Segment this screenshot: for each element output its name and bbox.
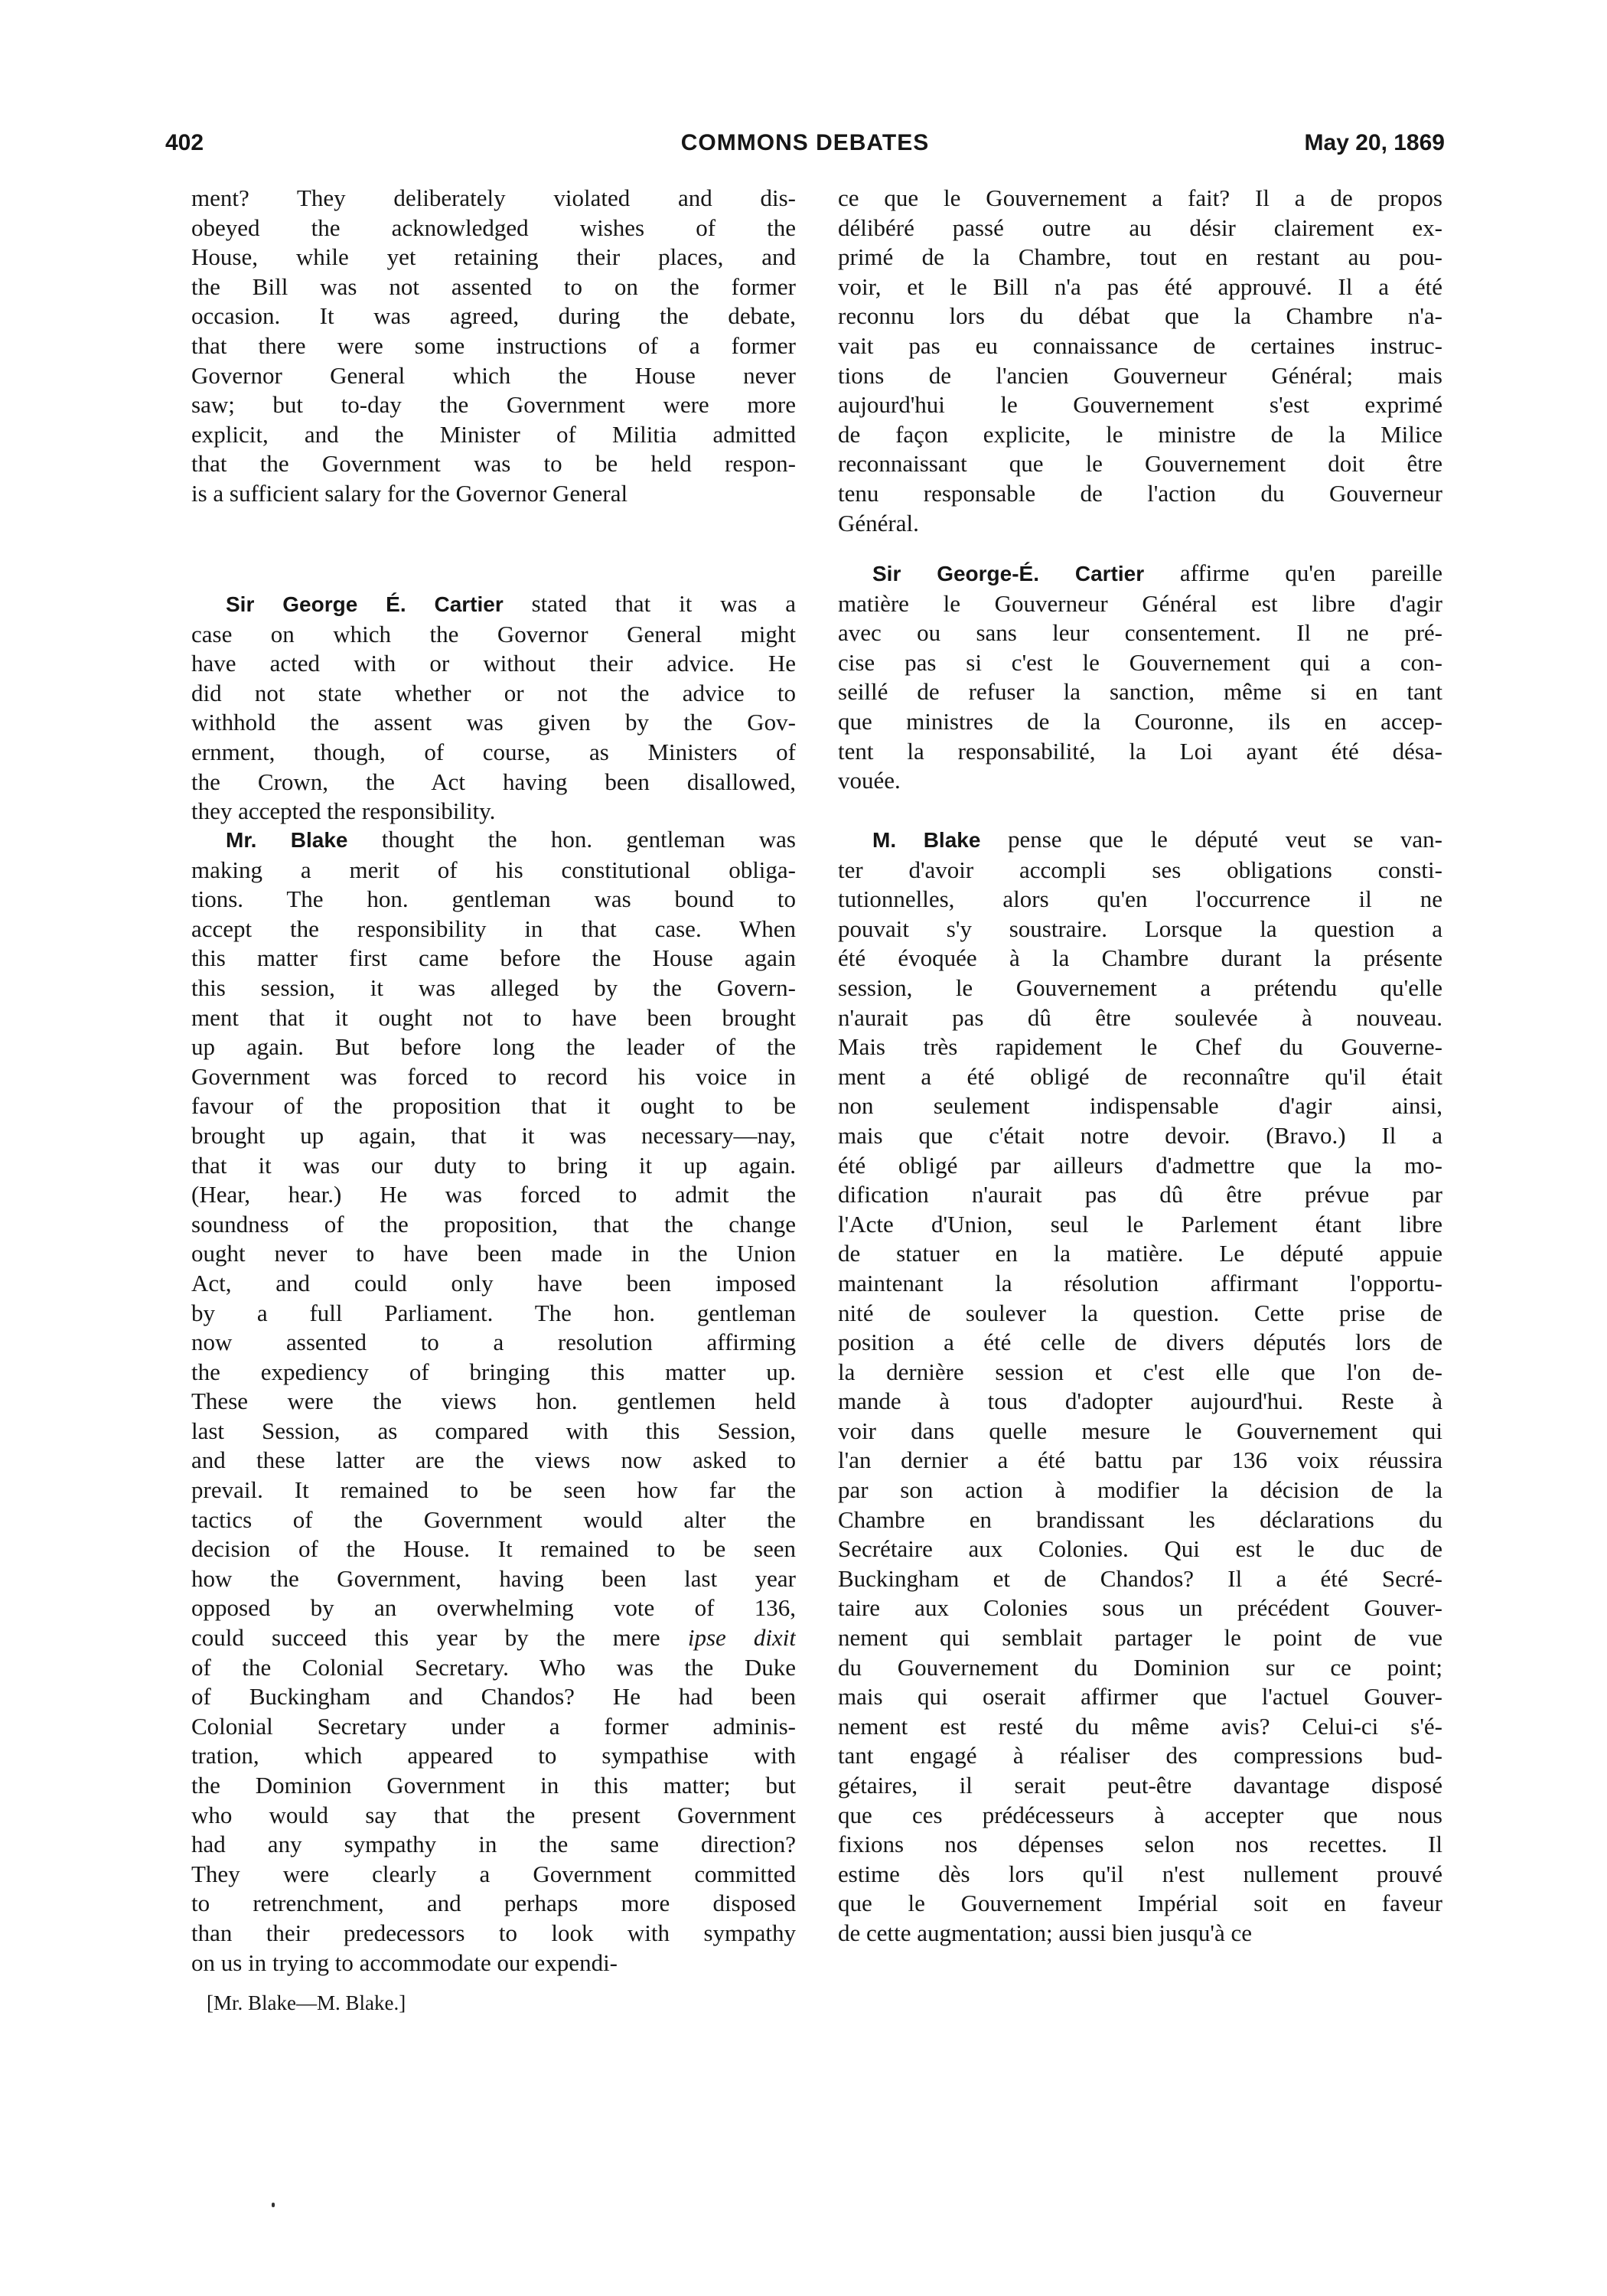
text-line: Chambre en brandissant les déclarations du	[838, 1505, 1442, 1533]
text-line: ought never to have been made in the Union	[191, 1240, 796, 1267]
text-line: session, le Gouvernement a prétendu qu'elle	[838, 974, 1442, 1001]
text-line: fixions nos dépenses selon nos recettes. Il	[838, 1831, 1442, 1858]
text-line: ce que le Gouvernement a fait? Il a de propos	[838, 184, 1442, 211]
text-line: accept the responsibility in that case. When	[191, 915, 796, 942]
paragraph-english-blake	[191, 825, 796, 1978]
text-line: than their predecessors to look with sympathy	[191, 1919, 796, 1946]
speech-text: stated that it was a	[503, 590, 796, 617]
speech-text: affirme qu'en pareille	[1144, 559, 1442, 586]
text-line: Secrétaire aux Colonies. Qui est le duc de	[838, 1535, 1442, 1563]
text-line: ment that it ought not to have been brought	[191, 1003, 796, 1031]
text-line: could succeed this year by the mere ipse dixit	[191, 1624, 796, 1652]
text-line: tions de l'ancien Gouverneur Général; mais	[838, 361, 1442, 389]
text-line: of Buckingham and Chandos? He had been	[191, 1683, 796, 1711]
text-line: on us in trying to accommodate our expendi-	[191, 1949, 618, 1976]
text-line: House, while yet retaining their places, and	[191, 243, 796, 271]
page-date: May 20, 1869	[1304, 130, 1445, 155]
text-line: this session, it was alleged by the Govern-	[191, 974, 796, 1001]
text-line: Mais très rapidement le Chef du Gouverne-	[838, 1033, 1442, 1061]
text-line: Buckingham et de Chandos? Il a été Secré-	[838, 1564, 1442, 1592]
text-line: (Hear, hear.) He was forced to admit the	[191, 1181, 796, 1208]
text-line: the Dominion Government in this matter; but	[191, 1772, 796, 1799]
speaker-name: Sir George É. Cartier	[226, 592, 504, 616]
text-line: position a été celle de divers députés lors de	[838, 1329, 1442, 1356]
text-line: non seulement indispensable d'agir ainsi,	[838, 1092, 1442, 1120]
speech-text: thought the hon. gentleman was	[347, 826, 796, 853]
text-line: by a full Parliament. The hon. gentleman	[191, 1299, 796, 1326]
text-line: maintenant la résolution affirmant l'opportu-	[838, 1269, 1442, 1296]
text-line: Government was forced to record his voice in	[191, 1062, 796, 1090]
text-line: gétaires, il serait peut-être davantage disposé	[838, 1772, 1442, 1799]
text-line: vait pas eu connaissance de certaines instruc-	[838, 331, 1442, 359]
text-line: mais qui oserait affirmer que l'actuel Gouver-	[838, 1683, 1442, 1711]
text-line: délibéré passé outre au désir clairement ex-	[838, 214, 1442, 241]
text-line: que ces prédécesseurs à accepter que nous	[838, 1801, 1442, 1828]
text-line: reconnu lors du débat que la Chambre n'a-	[838, 302, 1442, 330]
text-line: up again. But before long the leader of the	[191, 1033, 796, 1061]
text-line: that the Government was to be held respon-	[191, 450, 796, 478]
text-line: now assented to a resolution affirming	[191, 1329, 796, 1356]
text-line: that there were some instructions of a former	[191, 331, 796, 359]
text-line: how the Government, having been last year	[191, 1564, 796, 1592]
text-line: de statuer en la matière. Le député appuie	[838, 1240, 1442, 1267]
text-line: the Crown, the Act having been disallowed,	[191, 768, 796, 795]
text-line: Général.	[838, 509, 919, 536]
text-line: did not state whether or not the advice to	[191, 679, 796, 706]
text-line: case on which the Governor General might	[191, 620, 796, 647]
text-line: tions. The hon. gentleman was bound to	[191, 885, 796, 913]
text-line: aujourd'hui le Gouvernement s'est exprimé	[838, 391, 1442, 419]
page-header	[165, 130, 1445, 161]
text-line: last Session, as compared with this Session,	[191, 1417, 796, 1444]
text-line: vouée.	[838, 767, 901, 794]
text-line: la dernière session et c'est elle que l'on de-	[838, 1358, 1442, 1385]
text-line: They were clearly a Government committed	[191, 1860, 796, 1887]
text-line: of the Colonial Secretary. Who was the Duke	[191, 1653, 796, 1681]
text-line: occasion. It was agreed, during the debate,	[191, 302, 796, 330]
text-line: de façon explicite, le ministre de la Milice	[838, 420, 1442, 448]
text-line	[838, 825, 1442, 856]
text-line: brought up again, that it was necessary—nay,	[191, 1121, 796, 1149]
text-line: ter d'avoir accompli ses obligations consti-	[838, 856, 1442, 883]
text-line: tenu responsable de l'action du Gouverneur	[838, 479, 1442, 507]
text-line: These were the views hon. gentlemen held	[191, 1388, 796, 1415]
text-line: cise pas si c'est le Gouvernement qui a con-	[838, 648, 1442, 676]
text-line: ment a été obligé de reconnaître qu'il était	[838, 1062, 1442, 1090]
text-line: saw; but to-day the Government were more	[191, 391, 796, 419]
text-line: have acted with or without their advice. He	[191, 650, 796, 677]
text-line: que ministres de la Couronne, ils en accep-	[838, 707, 1442, 735]
text-line: l'Acte d'Union, seul le Parlement étant libre	[838, 1210, 1442, 1238]
text-line: primé de la Chambre, tout en restant au pou-	[838, 243, 1442, 271]
text-line: withhold the assent was given by the Gov-	[191, 709, 796, 736]
text-line: été obligé par ailleurs d'admettre que la mo-	[838, 1151, 1442, 1179]
text-line: and these latter are the views now asked to	[191, 1446, 796, 1474]
text-line: tant engagé à réaliser des compressions bud-	[838, 1742, 1442, 1769]
text-line: matière le Gouverneur Général est libre d'agir	[838, 589, 1442, 617]
speech-text: pense que le député veut se van-	[980, 826, 1442, 853]
text-line: obeyed the acknowledged wishes of the	[191, 214, 796, 241]
text-line: voir, et le Bill n'a pas été approuvé. Il a été	[838, 272, 1442, 300]
paragraph-english-cartier	[191, 589, 796, 827]
text-line: dification n'aurait pas dû être prévue par	[838, 1181, 1442, 1208]
text-line: tutionnelles, alors qu'en l'occurrence il ne	[838, 885, 1442, 913]
text-line: this matter first came before the House again	[191, 944, 796, 972]
text-line: ernment, though, of course, as Ministers of	[191, 738, 796, 765]
print-speck	[272, 2203, 275, 2207]
text-line: tactics of the Government would alter the	[191, 1505, 796, 1533]
text-line: reconnaissant que le Gouvernement doit être	[838, 450, 1442, 478]
paragraph-french-cartier	[838, 559, 1442, 796]
text-line: is a sufficient salary for the Governor General	[191, 479, 628, 507]
page-number: 402	[165, 130, 204, 155]
paragraph-french-blake	[838, 825, 1442, 1949]
text-line: had any sympathy in the same direction?	[191, 1831, 796, 1858]
text-line: voir dans quelle mesure le Gouvernement qui	[838, 1417, 1442, 1444]
text-line: mande à tous d'adopter aujourd'hui. Reste à	[838, 1388, 1442, 1415]
text-line: prevail. It remained to be seen how far the	[191, 1476, 796, 1504]
latin-phrase: ipse dixit	[687, 1624, 796, 1652]
text-line: they accepted the responsibility.	[191, 797, 496, 825]
text-line: que le Gouvernement Impérial soit en faveur	[838, 1890, 1442, 1917]
speaker-footnote: [Mr. Blake—M. Blake.]	[207, 1991, 406, 2014]
speaker-name: Sir George-É. Cartier	[872, 562, 1145, 585]
text-line: n'aurait pas dû être soulevée à nouveau.	[838, 1003, 1442, 1031]
speaker-name: Mr. Blake	[226, 828, 348, 852]
text-line: opposed by an overwhelming vote of 136,	[191, 1594, 796, 1622]
text-line: nité de soulever la question. Cette prise de	[838, 1299, 1442, 1326]
text-line: nement est resté du même avis? Celui-ci s'é-	[838, 1712, 1442, 1740]
text-line: that it was our duty to bring it up again.	[191, 1151, 796, 1179]
text-line: favour of the proposition that it ought to be	[191, 1092, 796, 1120]
text-line: Governor General which the House never	[191, 361, 796, 389]
running-title: COMMONS DEBATES	[680, 130, 930, 155]
text-line: pouvait s'y soustraire. Lorsque la question a	[838, 915, 1442, 942]
text-line: par son action à modifier la décision de la	[838, 1476, 1442, 1504]
text-line: Colonial Secretary under a former adminis-	[191, 1712, 796, 1740]
text-line: estime dès lors qu'il n'est nullement prouvé	[838, 1860, 1442, 1887]
text-line: tration, which appeared to sympathise with	[191, 1742, 796, 1769]
text-line: Act, and could only have been imposed	[191, 1269, 796, 1296]
paragraph-french-1	[838, 184, 1442, 538]
text-line: nement qui semblait partager le point de vue	[838, 1624, 1442, 1652]
text-line: to retrenchment, and perhaps more disposed	[191, 1890, 796, 1917]
text-line: making a merit of his constitutional obliga-	[191, 856, 796, 883]
paragraph-english-1	[191, 184, 796, 509]
text-line: été évoquée à la Chambre durant la présente	[838, 944, 1442, 972]
text-line: explicit, and the Minister of Militia admitted	[191, 420, 796, 448]
text-line: soundness of the proposition, that the change	[191, 1210, 796, 1238]
text-line: de cette augmentation; aussi bien jusqu'à ce	[838, 1919, 1253, 1946]
text-line	[191, 589, 796, 620]
text-line: l'an dernier a été battu par 136 voix réussira	[838, 1446, 1442, 1474]
speaker-name: M. Blake	[872, 828, 981, 852]
text-line: taire aux Colonies sous un précédent Gouver-	[838, 1594, 1442, 1622]
text-line	[191, 825, 796, 856]
text-line: the expediency of bringing this matter up.	[191, 1358, 796, 1385]
text-line: decision of the House. It remained to be seen	[191, 1535, 796, 1563]
text-line: ment? They deliberately violated and dis-	[191, 184, 796, 211]
text-line: tent la responsabilité, la Loi ayant été désa-	[838, 737, 1442, 765]
text-line: mais que c'était notre devoir. (Bravo.) Il a	[838, 1121, 1442, 1149]
text-line: who would say that the present Government	[191, 1801, 796, 1828]
text-line: avec ou sans leur consentement. Il ne pré-	[838, 619, 1442, 647]
text-line: seillé de refuser la sanction, même si en tant	[838, 678, 1442, 706]
text-line	[838, 559, 1442, 589]
text-line: the Bill was not assented to on the former	[191, 272, 796, 300]
text-line: du Gouvernement du Dominion sur ce point;	[838, 1653, 1442, 1681]
